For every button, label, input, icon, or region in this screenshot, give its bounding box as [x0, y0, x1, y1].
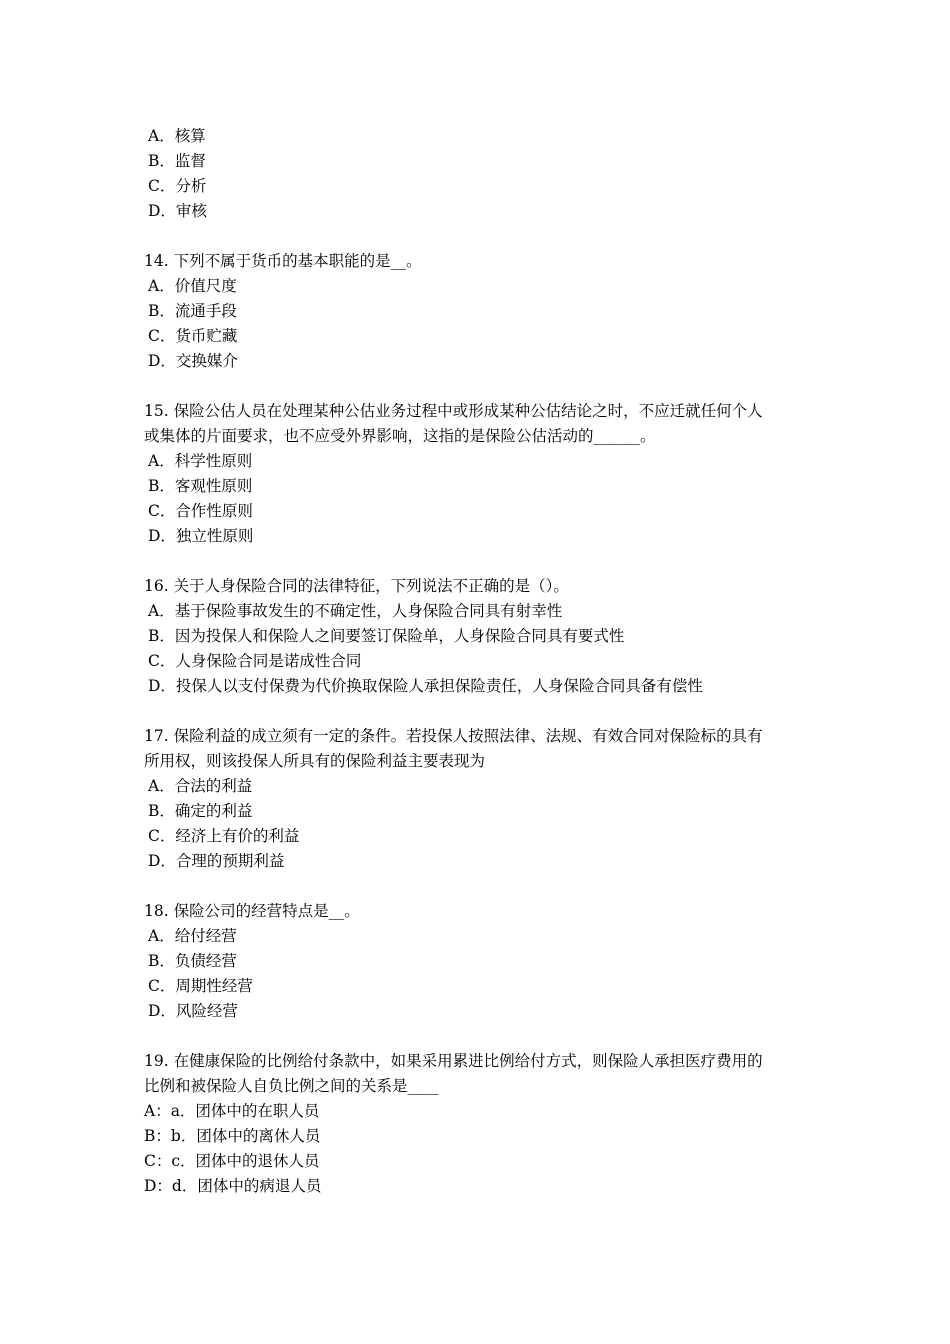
question-stem-line-2: 比例和被保险人自负比例之间的关系是____ [144, 1077, 439, 1095]
option-c: C：c．团体中的退休人员 [144, 1152, 320, 1170]
option-c: C．分析 [148, 177, 207, 195]
option-b: B．确定的利益 [148, 802, 253, 820]
question-stem-line-2: 所用权，则该投保人所具有的保险利益主要表现为 [144, 752, 486, 770]
option-a: A．核算 [148, 127, 206, 145]
option-d: D．审核 [148, 202, 207, 220]
option-b: B：b．团体中的离休人员 [144, 1127, 321, 1145]
option-c: C．货币贮藏 [148, 327, 238, 345]
option-b: B．流通手段 [148, 302, 237, 320]
option-b: B．负债经营 [148, 952, 237, 970]
question-19 [144, 1049, 824, 1199]
option-d: D．投保人以支付保费为代价换取保险人承担保险责任，人身保险合同具备有偿性 [148, 677, 703, 695]
option-c: C．经济上有价的利益 [148, 827, 300, 845]
question-14 [144, 249, 824, 374]
option-d: D．风险经营 [148, 1002, 238, 1020]
option-a: A．给付经营 [148, 927, 237, 945]
option-a: A．合法的利益 [148, 777, 253, 795]
question-stem: 14. 下列不属于货币的基本职能的是__。 [144, 252, 422, 270]
option-c: C．周期性经营 [148, 977, 253, 995]
option-a: A．基于保险事故发生的不确定性，人身保险合同具有射幸性 [148, 602, 563, 620]
question-16 [144, 574, 824, 699]
question-18 [144, 899, 824, 1024]
option-d: D：d．团体中的病退人员 [144, 1177, 322, 1195]
question-stem-line-1: 15. 保险公估人员在处理某种公估业务过程中或形成某种公估结论之时，不应迁就任何个人 [144, 402, 763, 420]
option-d: D．交换媒介 [148, 352, 238, 370]
option-a: A．科学性原则 [148, 452, 253, 470]
option-b: B．客观性原则 [148, 477, 253, 495]
option-b: B．因为投保人和保险人之间要签订保险单，人身保险合同具有要式性 [148, 627, 625, 645]
question-15 [144, 399, 824, 549]
option-d: D．独立性原则 [148, 527, 254, 545]
option-c: C．合作性原则 [148, 502, 253, 520]
option-b: B．监督 [148, 152, 206, 170]
document-page [144, 124, 824, 1199]
question-13-options [144, 124, 824, 224]
option-d: D．合理的预期利益 [148, 852, 285, 870]
question-stem-line-1: 19. 在健康保险的比例给付条款中，如果采用累进比例给付方式，则保险人承担医疗费用的 [144, 1052, 763, 1070]
question-stem-line-2: 或集体的片面要求，也不应受外界影响，这指的是保险公估活动的______。 [144, 427, 656, 445]
option-a: A．价值尺度 [148, 277, 237, 295]
question-stem-line-1: 17. 保险利益的成立须有一定的条件。若投保人按照法律、法规、有效合同对保险标的具有 [144, 727, 763, 745]
question-stem: 18. 保险公司的经营特点是__。 [144, 902, 360, 920]
option-c: C．人身保险合同是诺成性合同 [148, 652, 362, 670]
option-a: A：a．团体中的在职人员 [144, 1102, 320, 1120]
question-17 [144, 724, 824, 874]
question-stem: 16. 关于人身保险合同的法律特征，下列说法不正确的是（）。 [144, 577, 569, 595]
